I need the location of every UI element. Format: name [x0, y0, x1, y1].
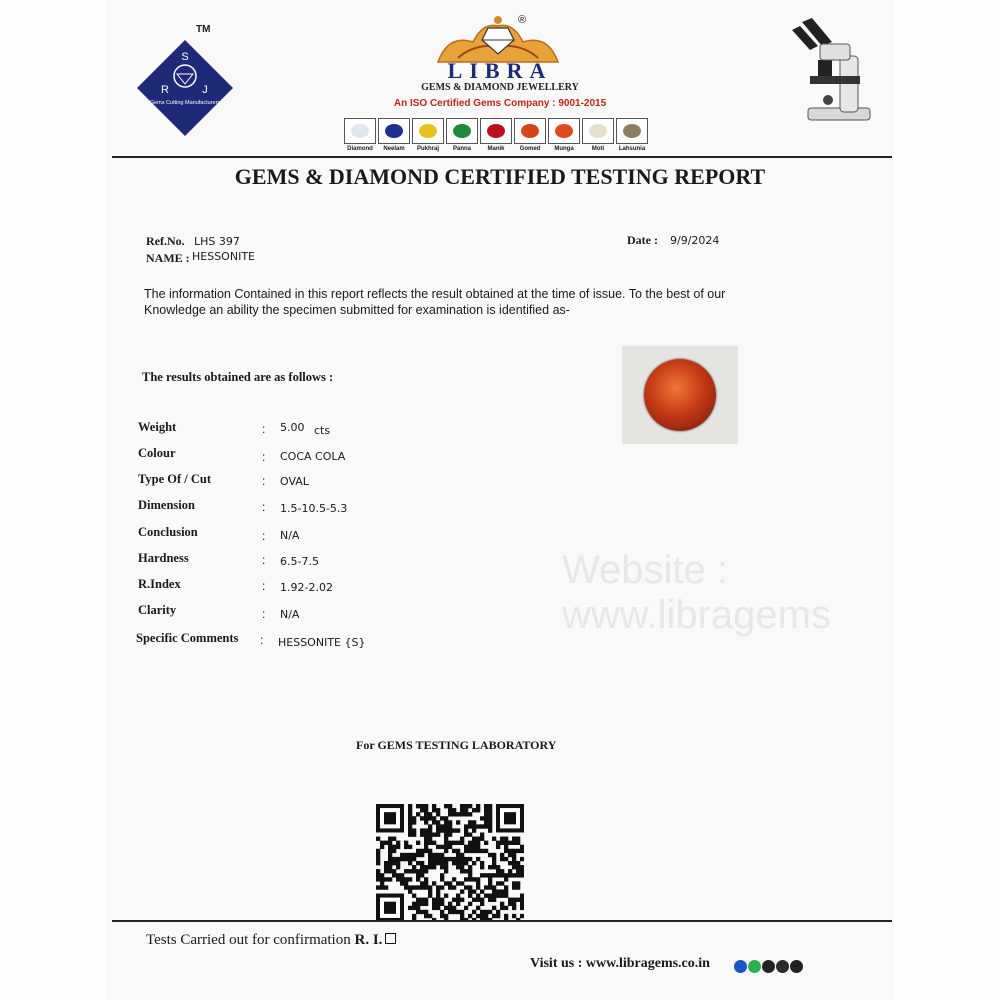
field-label: Type Of / Cut — [138, 472, 212, 486]
panna-gem-icon — [453, 124, 471, 138]
logo-letter-j: J — [202, 84, 208, 96]
gem-item — [412, 118, 444, 152]
field-colon: : — [260, 633, 264, 647]
field-colon: : — [262, 553, 266, 567]
gem-label: Munga — [554, 146, 574, 152]
field-value: N/A — [280, 608, 300, 621]
iso-certification: An ISO Certified Gems Company : 9001-2015 — [393, 98, 607, 109]
field-value: 1.5-10.5-5.3 — [280, 502, 348, 515]
logo-letter-s: S — [181, 51, 189, 63]
gem-item — [344, 118, 376, 152]
field-value: 1.92-2.02 — [280, 581, 333, 594]
field-row-specific-comments — [136, 631, 636, 649]
gem-icon-row — [344, 118, 648, 152]
brand-name: LIBRA — [447, 58, 553, 83]
footer-divider — [112, 920, 892, 922]
diamond-gem-icon — [351, 124, 369, 138]
gem-label: Lahsunia — [618, 146, 646, 152]
field-unit: cts — [314, 424, 331, 437]
field-row-rindex — [138, 577, 638, 595]
field-label: Clarity — [138, 603, 177, 617]
visit-label: Visit us : — [530, 956, 583, 971]
gem-item — [616, 118, 648, 152]
field-colon: : — [262, 474, 266, 488]
youtube-icon[interactable] — [776, 960, 789, 973]
date-label: Date : — [627, 233, 658, 247]
field-value: COCA COLA — [280, 450, 346, 463]
gem-item — [446, 118, 478, 152]
field-colon: : — [262, 529, 266, 543]
field-colon: : — [262, 422, 266, 436]
gem-item — [548, 118, 580, 152]
logo-caption: Gems Cutting Manufacturers — [149, 100, 221, 106]
report-title: GEMS & DIAMOND CERTIFIED TESTING REPORT — [234, 164, 766, 189]
camera-icon[interactable] — [790, 960, 803, 973]
registered-mark: ® — [518, 14, 527, 26]
field-label: Specific Comments — [136, 631, 239, 645]
manik-gem-icon — [487, 124, 505, 138]
moti-gem-icon — [589, 124, 607, 138]
disclaimer-line-1: The information Contained in this report reflects the result obtained at the time of issue. To the best of our — [144, 287, 726, 301]
field-row-colour — [138, 446, 638, 464]
gem-item — [378, 118, 410, 152]
ref-value: LHS 397 — [194, 235, 240, 248]
confirmation-text: Tests Carried out for confirmation — [146, 932, 351, 948]
gem-label: Gomed — [519, 146, 541, 152]
gem-label: Neelam — [383, 146, 405, 152]
header-divider — [112, 156, 892, 158]
lahsunia-gem-icon — [623, 124, 641, 138]
brand-subtitle: GEMS & DIAMOND JEWELLERY — [421, 82, 579, 93]
field-row-hardness — [138, 551, 638, 569]
field-row-type-cut — [138, 472, 638, 490]
whatsapp-icon[interactable] — [748, 960, 761, 973]
munga-gem-icon — [555, 124, 573, 138]
gem-label: Panna — [452, 146, 471, 152]
field-value: OVAL — [280, 475, 309, 488]
field-label: R.Index — [138, 577, 181, 591]
qr-code — [376, 804, 524, 922]
field-colon: : — [262, 450, 266, 464]
gem-label: Manik — [487, 146, 505, 152]
field-row-dimension — [138, 498, 638, 516]
field-value: N/A — [280, 529, 300, 542]
confirmation-code: R. I. — [354, 932, 383, 948]
field-value: HESSONITE {S} — [278, 636, 366, 649]
field-colon: : — [262, 579, 266, 593]
website-link[interactable]: www.libragems.co.in — [585, 956, 710, 971]
website-watermark: Website : www.libragems — [562, 548, 831, 637]
microscope-icon — [788, 16, 880, 126]
field-label: Hardness — [138, 551, 189, 565]
field-label: Conclusion — [138, 525, 198, 539]
gem-item — [480, 118, 512, 152]
neelam-gem-icon — [385, 124, 403, 138]
lab-signature-line: For GEMS TESTING LABORATORY — [356, 738, 557, 752]
visit-line — [530, 956, 710, 972]
name-label: NAME : — [146, 251, 190, 265]
checkbox-icon — [385, 933, 396, 944]
field-row-weight — [138, 420, 638, 438]
ref-label: Ref.No. — [146, 234, 185, 248]
disclaimer-line-2: Knowledge an ability the specimen submitted for examination is identified as- — [144, 303, 570, 317]
gomed-gem-icon — [521, 124, 539, 138]
confirmation-note — [146, 932, 396, 949]
instagram-icon[interactable] — [762, 960, 775, 973]
field-label: Weight — [138, 420, 177, 434]
gem-label: Diamond — [347, 146, 373, 152]
gem-photo — [622, 346, 738, 444]
field-colon: : — [262, 500, 266, 514]
field-row-conclusion — [138, 525, 638, 543]
field-value: 6.5-7.5 — [280, 555, 319, 568]
disclaimer-paragraph — [144, 286, 784, 318]
results-heading: The results obtained are as follows : — [142, 370, 334, 384]
gem-label: Moti — [591, 146, 605, 152]
gem-item — [514, 118, 546, 152]
field-label: Colour — [138, 446, 176, 460]
field-row-clarity — [138, 603, 638, 621]
field-label: Dimension — [138, 498, 195, 512]
name-value: HESSONITE — [192, 250, 255, 263]
gem-item — [582, 118, 614, 152]
pukhraj-gem-icon — [419, 124, 437, 138]
logo-letter-r: R — [161, 84, 169, 96]
date-value: 9/9/2024 — [670, 234, 720, 247]
field-value: 5.00 — [280, 421, 305, 434]
trademark-mark: TM — [196, 24, 211, 35]
hessonite-stone-image — [644, 359, 716, 431]
facebook-icon[interactable] — [734, 960, 747, 973]
gem-label: Pukhraj — [416, 146, 439, 152]
social-icons — [734, 960, 803, 973]
field-colon: : — [262, 607, 266, 621]
